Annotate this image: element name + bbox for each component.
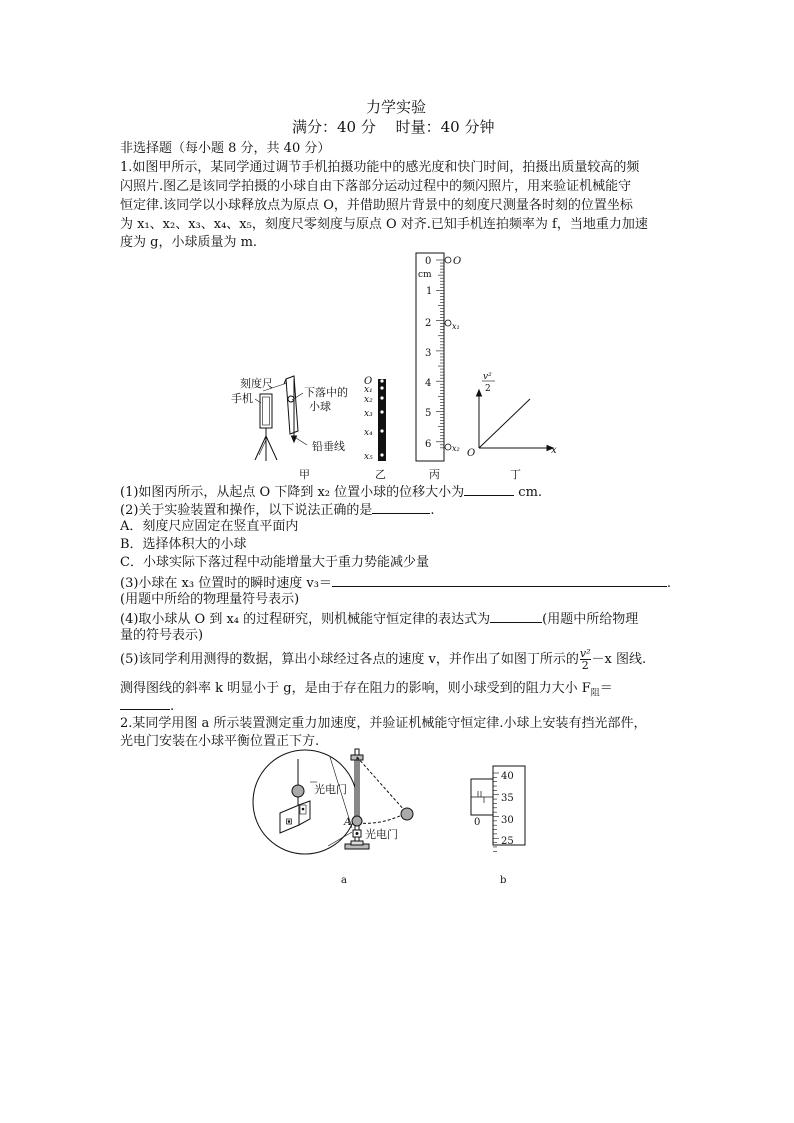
b-zero: 0 [474,817,481,828]
answer-blank-2[interactable] [372,500,430,514]
strobe-strip [378,379,386,461]
q2-line-1: 2.某同学用图 a 所示装置测定重力加速度，并验证机械能守恒定律.小球上安装有挡光部件， [120,716,647,731]
q1-line-4: 为 x₁、x₂、x₃、x₄、x₅，刻度尺零刻度与原点 O 对齐.已知手机连拍频率为 f，当地重力加速 [120,217,648,232]
caption-b: b [500,875,507,886]
ding-y-den: 2 [485,384,491,394]
q1-part5-end: . [170,699,175,714]
figure-b [471,766,525,851]
fraction-numerator: v² [579,647,591,660]
jia-label-phone: 手机 [231,392,253,405]
figure-yi [378,379,386,461]
ruler-shape [286,376,298,434]
yi-label-x4: x₄ [364,428,373,438]
q1-part5-line2 [120,680,613,703]
q1-part5-text: (5)该同学利用测得的数据，算出小球经过各点的速度 v，并作出了如图丁所示的 [120,652,579,667]
pendulum-ball [352,816,362,826]
yi-label-x3: x₃ [364,409,373,419]
q1-line-5: 度为 g，小球质量为 m. [120,235,258,250]
bing-label-x2: x₂ [452,444,460,453]
jia-label-ball: 小球 [309,400,331,413]
a-gate-label-zoom: 光电门 [314,783,347,796]
exam-meta: 满分：40 分 时量：40 分钟 [292,118,495,136]
ding-origin: O [467,448,476,459]
b-tick-30: 30 [501,815,514,826]
q1-part2-text: (2)关于实验装置和操作，以下说法正确的是 [120,503,373,518]
pendulum-string-swung [357,757,405,811]
q2-figure [250,745,540,890]
b-tick-25: 25 [501,836,514,847]
phone-icon [260,394,272,428]
magnified-ball [292,785,304,797]
q1-figure [225,248,570,483]
q1-line-3: 恒定律.该同学以小球释放点为原点 O，并借助照片背景中的刻度尺测量各时刻的位置坐标 [120,198,633,213]
ding-line [479,399,530,448]
b-tick-40: 40 [501,771,514,782]
bing-tick-2: 2 [425,318,432,329]
q1-part3 [120,573,671,593]
option-c: C．小球实际下落过程中动能增量大于重力势能减少量 [120,555,429,570]
figure-bing [416,253,451,461]
caption-jia: 甲 [299,468,310,481]
jia-label-falling: 下落中的 [304,386,348,399]
answer-blank-3[interactable] [332,573,667,587]
q1-part4-text-b: (用题中所给物理 [542,612,639,627]
option-a: A．刻度尺应固定在竖直平面内 [120,519,299,534]
bing-ball-O [445,257,451,263]
q1-line-2: 闪照片.图乙是该同学拍摄的小球自由下落部分运动过程中的频闪照片，用来验证机械能守 [120,179,632,194]
jia-label-ruler: 刻度尺 [240,377,273,390]
q1-line-1: 1.如图甲所示，某同学通过调节手机拍摄功能中的感光度和快门时间，拍摄出质量较高的频 [120,160,640,175]
bing-label-x1: x₁ [452,322,460,331]
bing-tick-1: 1 [426,286,433,297]
q1-part1 [120,482,542,502]
q1-part4-cont: 量的符号表示) [120,628,204,643]
q1-part3-end: . [666,576,672,591]
bing-tick-0: 0 [425,256,432,267]
page-title: 力学实验 [366,98,427,116]
yi-label-O: O [364,376,373,387]
fraction-denominator: 2 [581,659,589,672]
yi-label-x2: x₂ [364,395,373,405]
option-b: B．选择体积大的小球 [120,537,247,552]
answer-blank-1[interactable] [464,482,514,496]
answer-blank-4[interactable] [490,609,542,623]
caption-bing: 丙 [429,468,440,481]
a-point-A: A [344,817,352,828]
ding-x-label: x [551,445,557,456]
q1-part1-text: (1)如图丙所示，从起点 O 下降到 x₂ 位置小球的位移大小为 [120,485,465,500]
bing-tick-3: 3 [425,348,432,359]
q1-part5-line3 [120,696,174,716]
bing-tick-4: 4 [425,378,432,389]
q1-part3-note: (用题中所给的物理量符号表示) [120,592,300,607]
caption-a: a [341,875,347,886]
q1-part5-text-b: －x 图线. [591,652,647,667]
q1-part2 [120,500,435,520]
yi-label-x1: x₁ [364,385,373,395]
q2-line-2: 光电门安装在小球平衡位置正下方. [120,734,320,749]
q1-part3-text: (3)小球在 x₃ 位置时的瞬时速度 v₃＝ [120,576,332,591]
bing-ball-x2 [445,444,451,450]
bing-unit: cm [418,270,432,280]
a-gate-label: 光电门 [365,828,398,841]
q1-part4 [120,609,638,629]
q1-part5-text-c: 测得图线的斜率 k 明显小于 g，是由于存在阻力的影响，则小球受到的阻力大小 F [120,681,591,696]
swing-arc [358,815,402,823]
q1-part4-text: (4)取小球从 O 到 x₄ 的过程研究，则机械能守恒定律的表达式为 [120,612,491,627]
bing-ball-x1 [445,320,451,326]
caption-ding: 丁 [510,468,521,481]
jia-label-plumb: 铅垂线 [312,440,345,453]
answer-blank-5[interactable] [120,696,170,710]
pendulum-ball-swung [401,808,413,820]
q1-part1-unit: cm. [514,485,543,500]
f-subscript: 阻 [590,688,600,699]
section-heading: 非选择题（每小题 8 分，共 40 分） [120,141,331,156]
bing-label-O: O [453,256,462,267]
caption-yi: 乙 [375,468,386,481]
bing-tick-5: 5 [425,408,432,419]
q1-part5 [120,648,646,672]
v2-over-2-fraction [580,648,591,671]
q1-part5-eq: ＝ [599,681,613,696]
yi-label-x5: x₅ [364,452,373,462]
b-tick-35: 35 [501,793,514,804]
bing-tick-6: 6 [425,439,432,450]
ding-y-num: v² [483,372,492,382]
q1-part2-end: . [430,503,435,518]
